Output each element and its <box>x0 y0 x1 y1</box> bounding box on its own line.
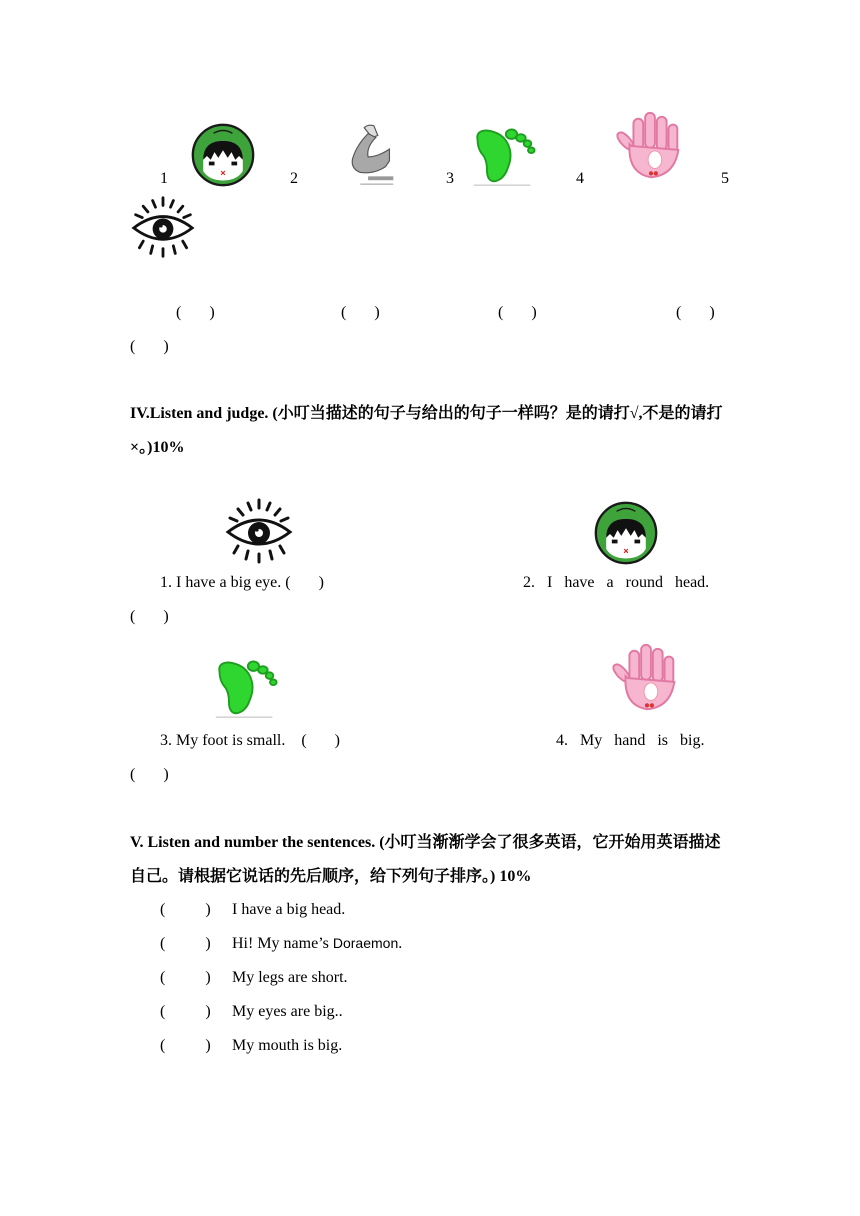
order-sentence-1: I have a big head. <box>232 901 346 918</box>
order-sentence-4: My eyes are big.. <box>232 1003 343 1020</box>
order-sentence-2: Hi! My name’s Doraemon. <box>232 935 403 952</box>
eye-icon <box>224 496 294 566</box>
item-number-3: 3 <box>446 170 454 187</box>
item-number-5: 5 <box>721 170 729 187</box>
judge-sentence-1: 1. I have a big eye. ( ) <box>160 574 324 591</box>
head-icon <box>591 500 661 566</box>
item-number-1: 1 <box>160 170 168 187</box>
head-icon <box>188 122 258 188</box>
order-blank-5[interactable]: ( ) <box>160 1037 211 1054</box>
answer-blank-2[interactable]: ( ) <box>341 304 380 321</box>
hand-icon <box>612 110 690 185</box>
foot-icon <box>470 120 536 188</box>
answer-blank-5[interactable]: ( ) <box>130 338 169 355</box>
eye-icon <box>128 194 198 260</box>
hand-icon <box>608 642 686 717</box>
answer-blank-3[interactable]: ( ) <box>498 304 537 321</box>
order-sentence-5: My mouth is big. <box>232 1037 343 1054</box>
answer-blank-4[interactable]: ( ) <box>676 304 715 321</box>
judge-sentence-4: 4. My hand is big. <box>556 732 705 749</box>
section-iv-heading: IV.Listen and judge. (小叮当描述的句子与给出的句子一样吗？是的请打√,不是的请打×。)10% <box>130 405 723 456</box>
judge-blank-2[interactable]: ( ) <box>130 608 169 625</box>
judge-blank-4[interactable]: ( ) <box>130 766 169 783</box>
arm-icon <box>346 120 396 188</box>
foot-icon <box>212 652 278 720</box>
section-v-heading: V. Listen and number the sentences. (小叮当渐渐学会了很多英语，它开始用英语描述自己。请根据它说话的先后顺序，给下列句子排序。) 10% <box>130 834 721 885</box>
answer-blank-1[interactable]: ( ) <box>176 304 215 321</box>
order-blank-2[interactable]: ( ) <box>160 935 211 952</box>
order-sentence-3: My legs are short. <box>232 969 348 986</box>
item-number-4: 4 <box>576 170 584 187</box>
order-blank-3[interactable]: ( ) <box>160 969 211 986</box>
order-blank-1[interactable]: ( ) <box>160 901 211 918</box>
judge-sentence-3: 3. My foot is small. ( ) <box>160 732 340 749</box>
item-number-2: 2 <box>290 170 298 187</box>
order-blank-4[interactable]: ( ) <box>160 1003 211 1020</box>
judge-sentence-2: 2. I have a round head. <box>523 574 710 591</box>
